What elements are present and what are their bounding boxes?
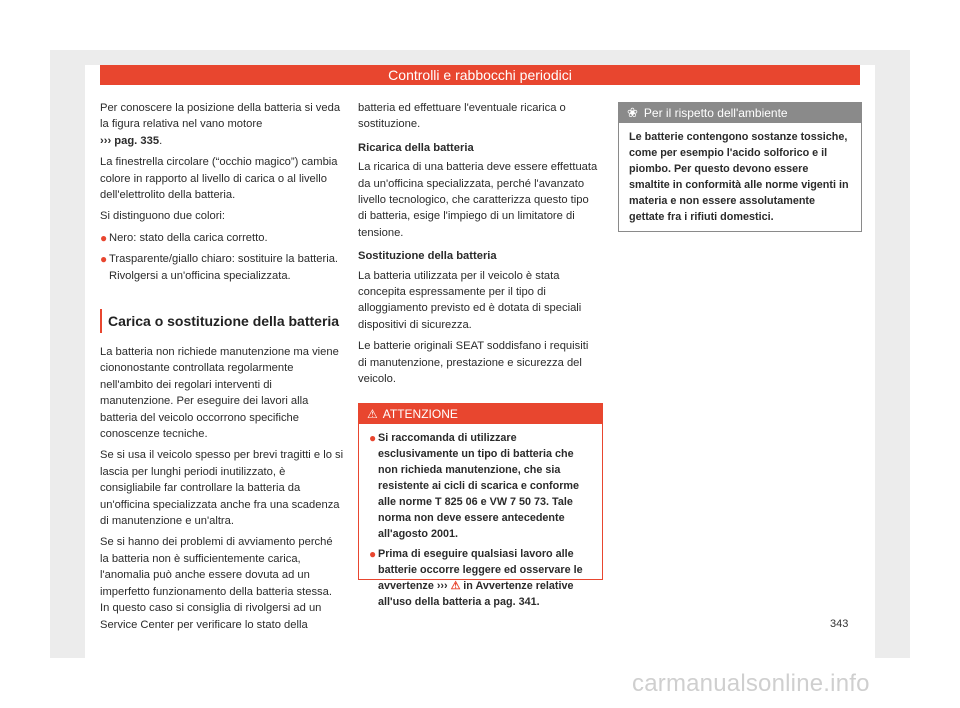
page-number: 343 [830, 618, 849, 630]
warning-triangle-icon: ⚠ [367, 407, 378, 421]
warning-title: ATTENZIONE [382, 407, 458, 421]
environment-body: Le batterie contengono sostanze tossiche, come per esempio l'acido solforico e il piombo. Per questo devono essere smaltite in conformità alle norme vigenti in materia e non essere assolutamente gettate fra i rifiuti domestici. [629, 131, 849, 223]
paragraph [100, 100, 342, 149]
section-heading [100, 309, 344, 333]
warning-box [358, 403, 603, 608]
warning-triangle-icon[interactable]: ⚠ [450, 580, 461, 592]
list-item-text [378, 546, 592, 610]
paragraph: Si distinguono due colori: [100, 210, 226, 223]
page-reference-link[interactable]: ››› pag. 335 [100, 134, 160, 147]
bullet-icon: ● [369, 547, 377, 561]
paragraph: La batteria utilizzata per il veicolo è stata concepita espressamente per il tipo di alloggiamento previsto ed è dotata di speciali dispositivi di sicurezza. [358, 269, 582, 331]
flower-icon: ❀ [627, 105, 638, 120]
bullet-icon: ● [100, 252, 108, 267]
list-item [369, 546, 592, 610]
list-item-text: Nero: stato della carica corretto. [109, 231, 268, 244]
page-header: Controlli e rabbocchi periodici [100, 65, 860, 85]
column-middle [358, 100, 600, 393]
cross-reference-link[interactable]: in Avvertenze relative all'uso della batteria a pag. 341. [378, 580, 574, 608]
paragraph: Se si hanno dei problemi di avviamento perché la batteria non è sufficientemente carica, l'anomalia può anche essere dovuta ad un imperfetto funzionamento della batteria stessa. In questo caso si consiglia di rivolgersi ad un Service Center per verificare lo stato della [100, 536, 333, 631]
list-item [100, 230, 342, 246]
paragraph: Le batterie originali SEAT soddisfano i requisiti di manutenzione, prestazione e sicurezza del veicolo. [358, 340, 589, 386]
paragraph: batteria ed effettuare l'eventuale ricarica o sostituzione. [358, 102, 566, 131]
paragraph: La batteria non richiede manutenzione ma viene ciononostante controllata regolarmente nell'ambito dei regolari interventi di manutenzione. Per eseguire dei lavori alla batteria del veicolo occorrono specifiche conoscenze tecniche. [100, 346, 339, 441]
bullet-icon: ● [369, 431, 377, 445]
subheading-charging: Ricarica della batteria [358, 141, 474, 154]
punctuation: . [159, 134, 163, 147]
warning-header [359, 404, 602, 424]
watermark: carmanualsonline.info [632, 670, 870, 697]
list-item-text: Si raccomanda di utilizzare esclusivamente un tipo di batteria che non richieda manutenzione, che sia resistente ai cicli di scarica e conforme alle norme T 825 06 e VW 7 50 73. Tale norma non deve essere antecedente all'agosto 2001. [378, 432, 580, 540]
column-left-bottom [100, 344, 344, 638]
environment-title: Per il rispetto dell'ambiente [643, 106, 788, 120]
list-item [369, 430, 592, 542]
subheading-replacement: Sostituzione della batteria [358, 250, 497, 263]
list-item [100, 251, 342, 284]
list-item-text: Trasparente/giallo chiaro: sostituire la batteria. Rivolgersi a un'officina specializzata. [109, 253, 339, 282]
paragraph: La ricarica di una batteria deve essere effettuata da un'officina specializzata, perché l'avanzato livello tecnologico, che caratterizza questo tipo di batteria, esige l'impiego di un limitatore di tensione. [358, 161, 598, 239]
section-heading-text: Carica o sostituzione della batteria [108, 313, 340, 329]
warning-body [359, 424, 602, 610]
bullet-icon: ● [100, 230, 108, 245]
paragraph-text: Per conoscere la posizione della batteria si veda la figura relativa nel vano motore [100, 102, 341, 131]
column-left-top [100, 100, 342, 289]
paragraph: La finestrella circolare (“occhio magico”) cambia colore in rapporto al livello di carica o al livello dell'elettrolito della batteria. [100, 156, 338, 202]
paragraph: Se si usa il veicolo spesso per brevi tragitti e lo si lascia per lunghi periodi inutilizzato, è consigliabile far controllare la batteria da un'officina specializzata anche fra una scadenza di manutenzione e un'altra. [100, 449, 344, 528]
environment-box [618, 102, 862, 232]
environment-header [619, 103, 861, 123]
list-item-text-start: Prima di eseguire qualsiasi lavoro alle batterie occorre leggere ed osservare le avvertenze ››› [378, 548, 583, 592]
